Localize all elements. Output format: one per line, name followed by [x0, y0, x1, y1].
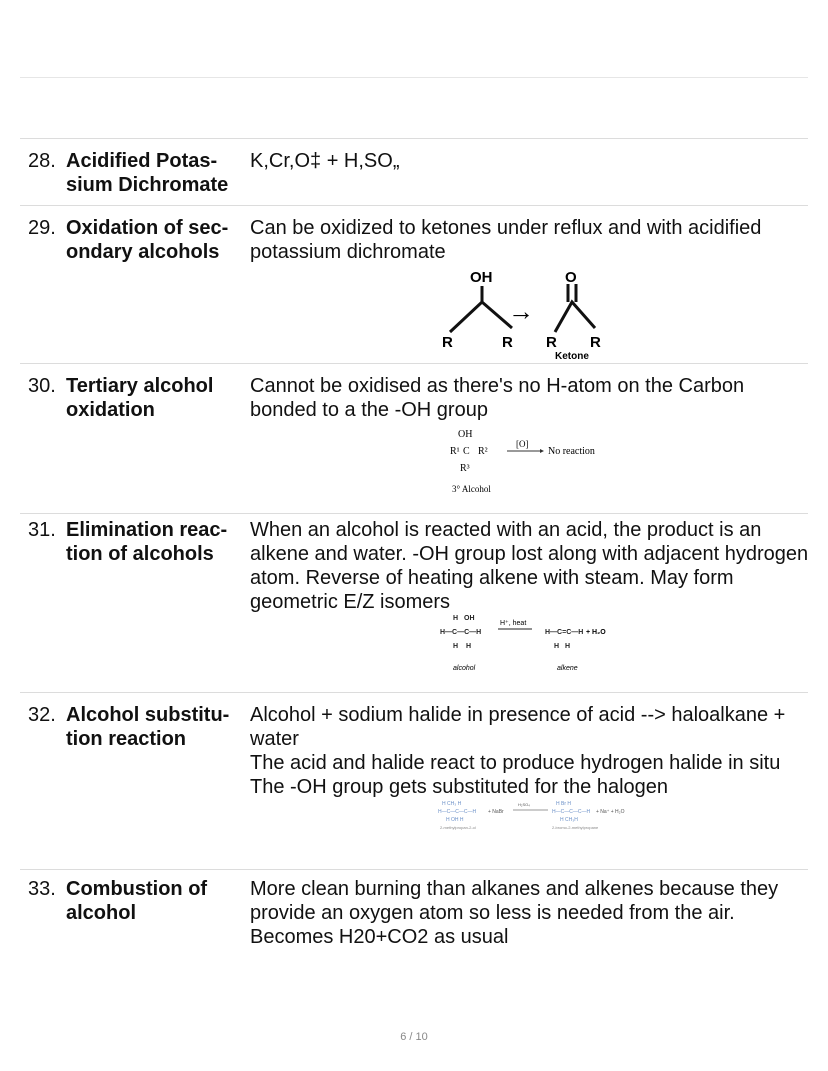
svg-text:R: R [546, 334, 557, 351]
svg-text:H CH₃H: H CH₃H [560, 817, 578, 823]
page-number: 6 / 10 [400, 1031, 428, 1043]
svg-text:H—C—C—H: H—C—C—H [440, 629, 482, 636]
svg-text:H: H [453, 615, 459, 622]
svg-text:R: R [502, 334, 513, 351]
table-row [20, 692, 808, 870]
svg-text:→: → [508, 296, 534, 326]
svg-text:R²: R² [478, 446, 488, 457]
svg-text:3° Alcohol: 3° Alcohol [452, 484, 491, 494]
entry-definition: Cannot be oxidised as there's no H-atom on the Carbon bonded to a the -OH group OH R¹ C R² R³ [O] No reaction 3° Alcohol [250, 374, 810, 502]
entry-definition: When an alcohol is reacted with an acid, the product is an alkene and water. -OH group lost along with adjacent hydrogen atom. Reverse of heating alkene with steam. May form geometric E/Z isomers H OH H—C—C—H H H H—C=C—H H H H⁺, heat + H₂O alcohol alkene [250, 518, 810, 680]
table-row [20, 513, 808, 693]
tertiary-alcohol-figure [250, 422, 810, 502]
svg-text:H₂SO₄: H₂SO₄ [518, 802, 530, 807]
svg-text:H⁺, heat: H⁺, heat [500, 620, 527, 627]
entry-term: Alcohol substitu-tion reaction [66, 704, 230, 750]
svg-text:H: H [466, 643, 472, 650]
entry-term: Elimination reac-tion of alcohols [66, 519, 228, 565]
table-row [20, 138, 808, 206]
entry-number: 33. [28, 878, 56, 900]
table-row [20, 869, 808, 970]
svg-text:+ H₂O: + H₂O [586, 629, 606, 636]
entry-term: Oxidation of sec-ondary alcohols [66, 217, 229, 263]
svg-text:R: R [442, 334, 453, 351]
substitution-figure [250, 799, 810, 831]
entry-number: 30. [28, 375, 56, 397]
entry-term: Acidified Potas-sium Dichromate [66, 150, 229, 196]
entry-number: 31. [28, 519, 56, 541]
entry-definition: K,Cr,O‡ + H,SO„ [250, 150, 400, 172]
svg-text:H Br H: H Br H [556, 801, 571, 807]
svg-text:H OH H: H OH H [446, 817, 464, 823]
svg-text:+ Na⁺ + H₂O: + Na⁺ + H₂O [596, 809, 625, 815]
svg-text:OH: OH [458, 429, 473, 440]
svg-text:alcohol: alcohol [453, 665, 476, 672]
svg-text:OH: OH [470, 269, 493, 286]
svg-text:[O]: [O] [516, 439, 529, 449]
ketone-label: Ketone [555, 351, 589, 362]
svg-text:R: R [590, 334, 601, 351]
svg-text:H—C—C—C—H: H—C—C—C—H [438, 809, 477, 815]
svg-text:H CH₃ H: H CH₃ H [442, 801, 462, 807]
elimination-figure [250, 614, 810, 680]
svg-text:R³: R³ [460, 463, 470, 474]
entry-term: Tertiary alcohol oxidation [66, 375, 214, 421]
svg-text:H—C—C—C—H: H—C—C—C—H [552, 809, 591, 815]
divider [20, 77, 808, 78]
svg-text:+ NaBr: + NaBr [488, 809, 504, 815]
entry-number: 28. [28, 150, 56, 172]
entry-number: 29. [28, 217, 56, 239]
svg-text:H—C=C—H: H—C=C—H [545, 629, 584, 636]
table-row [20, 205, 808, 364]
entry-definition: Can be oxidized to ketones under reflux and with acidified potassium dichromate OH O R R R R → Ketone [250, 216, 810, 364]
svg-text:alkene: alkene [557, 665, 578, 672]
entry-term: Combustion of alcohol [66, 878, 208, 924]
ketone-oxidation-figure [250, 264, 810, 364]
table-row [20, 363, 808, 514]
svg-text:2-bromo-2-methylpropane: 2-bromo-2-methylpropane [552, 825, 599, 830]
entry-definition: More clean burning than alkanes and alkenes because they provide an oxygen atom so less is needed from the air. Becomes H20+CO2 as usual [250, 878, 779, 948]
svg-text:No reaction: No reaction [548, 446, 595, 457]
entry-number: 32. [28, 704, 56, 726]
svg-text:O: O [565, 269, 577, 286]
svg-text:H: H [565, 643, 571, 650]
svg-text:C: C [463, 446, 470, 457]
entry-definition: Alcohol + sodium halide in presence of acid --> haloalkane + water The acid and halide react to produce hydrogen halide in situ The -OH group gets substituted for the halogen H CH₃ H H—C—C—C—H H OH H H Br H H—C—C—C—H H CH₃H + NaBr H₂SO₄ + Na⁺ + H₂O 2-methylpropan-2-ol 2-bromo-2-methylpropane [250, 703, 810, 831]
svg-text:H: H [554, 643, 560, 650]
svg-text:H: H [453, 643, 459, 650]
svg-text:OH: OH [464, 615, 475, 622]
svg-text:2-methylpropan-2-ol: 2-methylpropan-2-ol [440, 825, 476, 830]
svg-text:R¹: R¹ [450, 446, 460, 457]
